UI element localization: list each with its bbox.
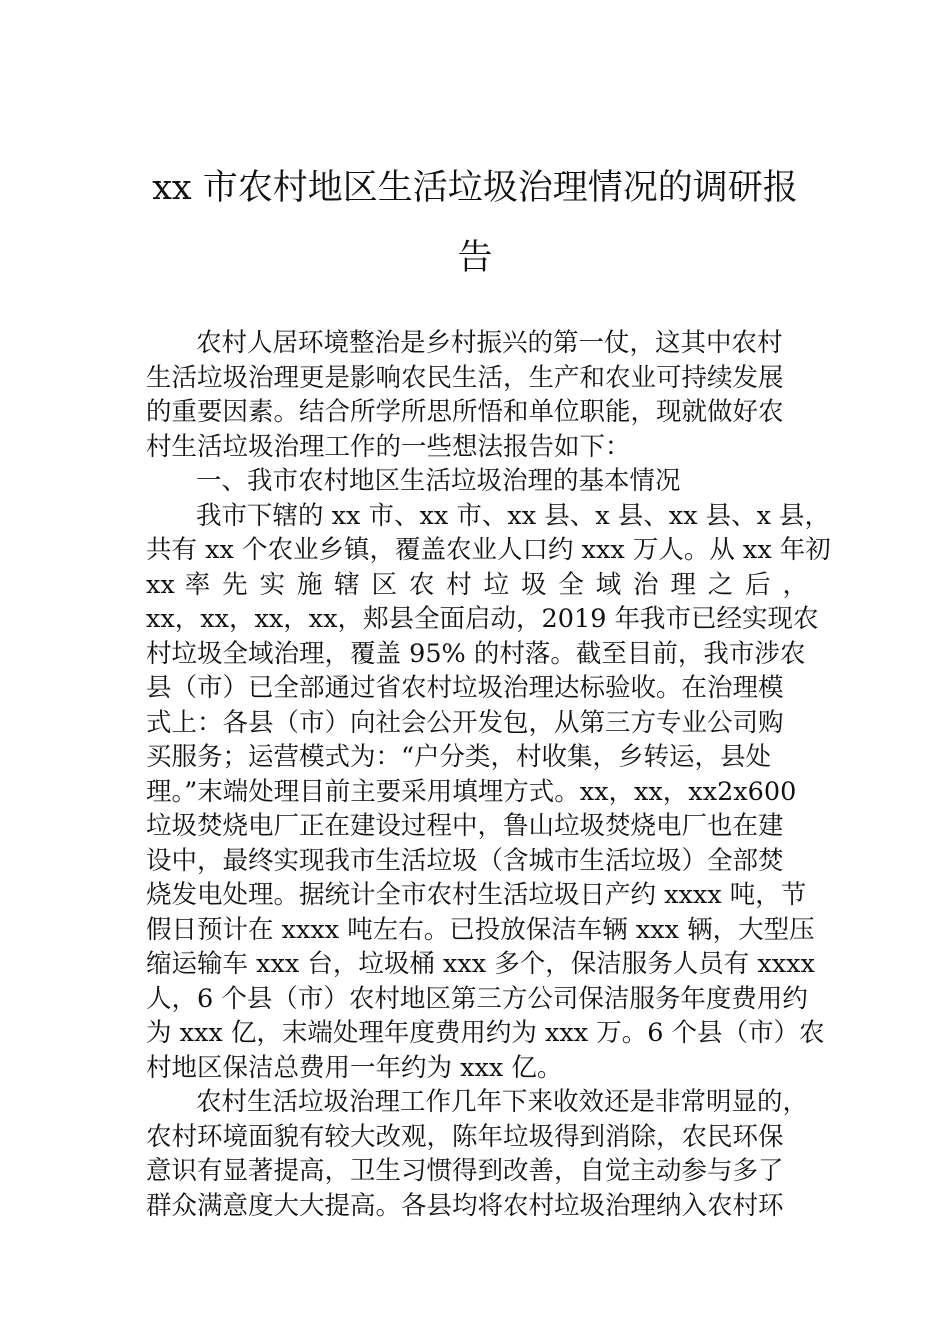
paragraph-line: 村垃圾全域治理，覆盖 95% 的村落。截至目前，我市涉农 <box>146 638 806 669</box>
paragraph-line: 人，6 个县（市）农村地区第三方公司保洁服务年度费用约 <box>146 983 808 1014</box>
paragraph-line: 烧发电处理。据统计全市农村生活垃圾日产约 xxxx 吨，节 <box>146 880 807 910</box>
paragraph-line: 垃圾焚烧电厂正在建设过程中，鲁山垃圾焚烧电厂也在建 <box>146 811 784 841</box>
paragraph-line: 假日预计在 xxxx 吨左右。已投放保洁车辆 xxx 辆，大型压 <box>146 914 815 945</box>
paragraph-line: 生活垃圾治理更是影响农民生活，生产和农业可持续发展 <box>146 362 784 393</box>
paragraph-line: 缩运输车 xxx 台，垃圾桶 xxx 多个，保洁服务人员有 xxxx <box>146 949 815 979</box>
paragraph-line: 式上：各县（市）向社会公开发包，从第三方专业公司购 <box>146 707 784 738</box>
paragraph-line: 农村生活垃圾治理工作几年下来收效还是非常明显的， <box>196 1087 809 1117</box>
paragraph-line: 群众满意度大大提高。各县均将农村垃圾治理纳入农村环 <box>146 1190 784 1221</box>
paragraph-line: 农村人居环境整治是乡村振兴的第一仗，这其中农村 <box>196 328 783 358</box>
paragraph-line: xx 率 先 实 施 辖 区 农 村 垃 圾 全 域 治 理 之 后 ， <box>146 569 808 600</box>
paragraph-line: 的重要因素。结合所学所思所悟和单位职能，现就做好农 <box>146 397 784 427</box>
paragraph-line: 设中，最终实现我市生活垃圾（含城市生活垃圾）全部焚 <box>146 845 784 876</box>
paragraph-line: 共有 xx 个农业乡镇，覆盖农业人口约 xxx 万人。从 xx 年初 <box>146 535 831 565</box>
document-title-line-1: xx 市农村地区生活垃圾治理情况的调研报 <box>152 168 798 208</box>
paragraph-line: 县（市）已全部通过省农村垃圾治理达标验收。在治理模 <box>146 673 784 703</box>
paragraph-line: 村地区保洁总费用一年约为 xxx 亿。 <box>146 1052 563 1083</box>
document-title-line-2: 告 <box>457 238 493 278</box>
paragraph-line: xx，xx，xx，xx，郏县全面启动，2019 年我市已经实现农 <box>146 604 819 634</box>
section-heading: 一、我市农村地区生活垃圾治理的基本情况 <box>196 466 681 496</box>
paragraph-line: 村生活垃圾治理工作的一些想法报告如下： <box>146 431 631 462</box>
paragraph-line: 农村环境面貌有较大改观，陈年垃圾得到消除，农民环保 <box>146 1121 784 1152</box>
paragraph-line: 理。”末端处理目前主要采用填埋方式。xx，xx，xx2x600 <box>146 776 797 807</box>
paragraph-line: 为 xxx 亿，末端处理年度费用约为 xxx 万。6 个县（市）农 <box>146 1018 825 1048</box>
paragraph-line: 买服务；运营模式为：“户分类，村收集，乡转运，县处 <box>146 742 772 772</box>
document-body <box>146 326 831 1223</box>
paragraph-line: 意识有显著提高，卫生习惯得到改善，自觉主动参与多了 <box>146 1156 784 1186</box>
paragraph-line: 我市下辖的 xx 市、xx 市、xx 县、x 县、xx 县、x 县， <box>196 500 831 531</box>
